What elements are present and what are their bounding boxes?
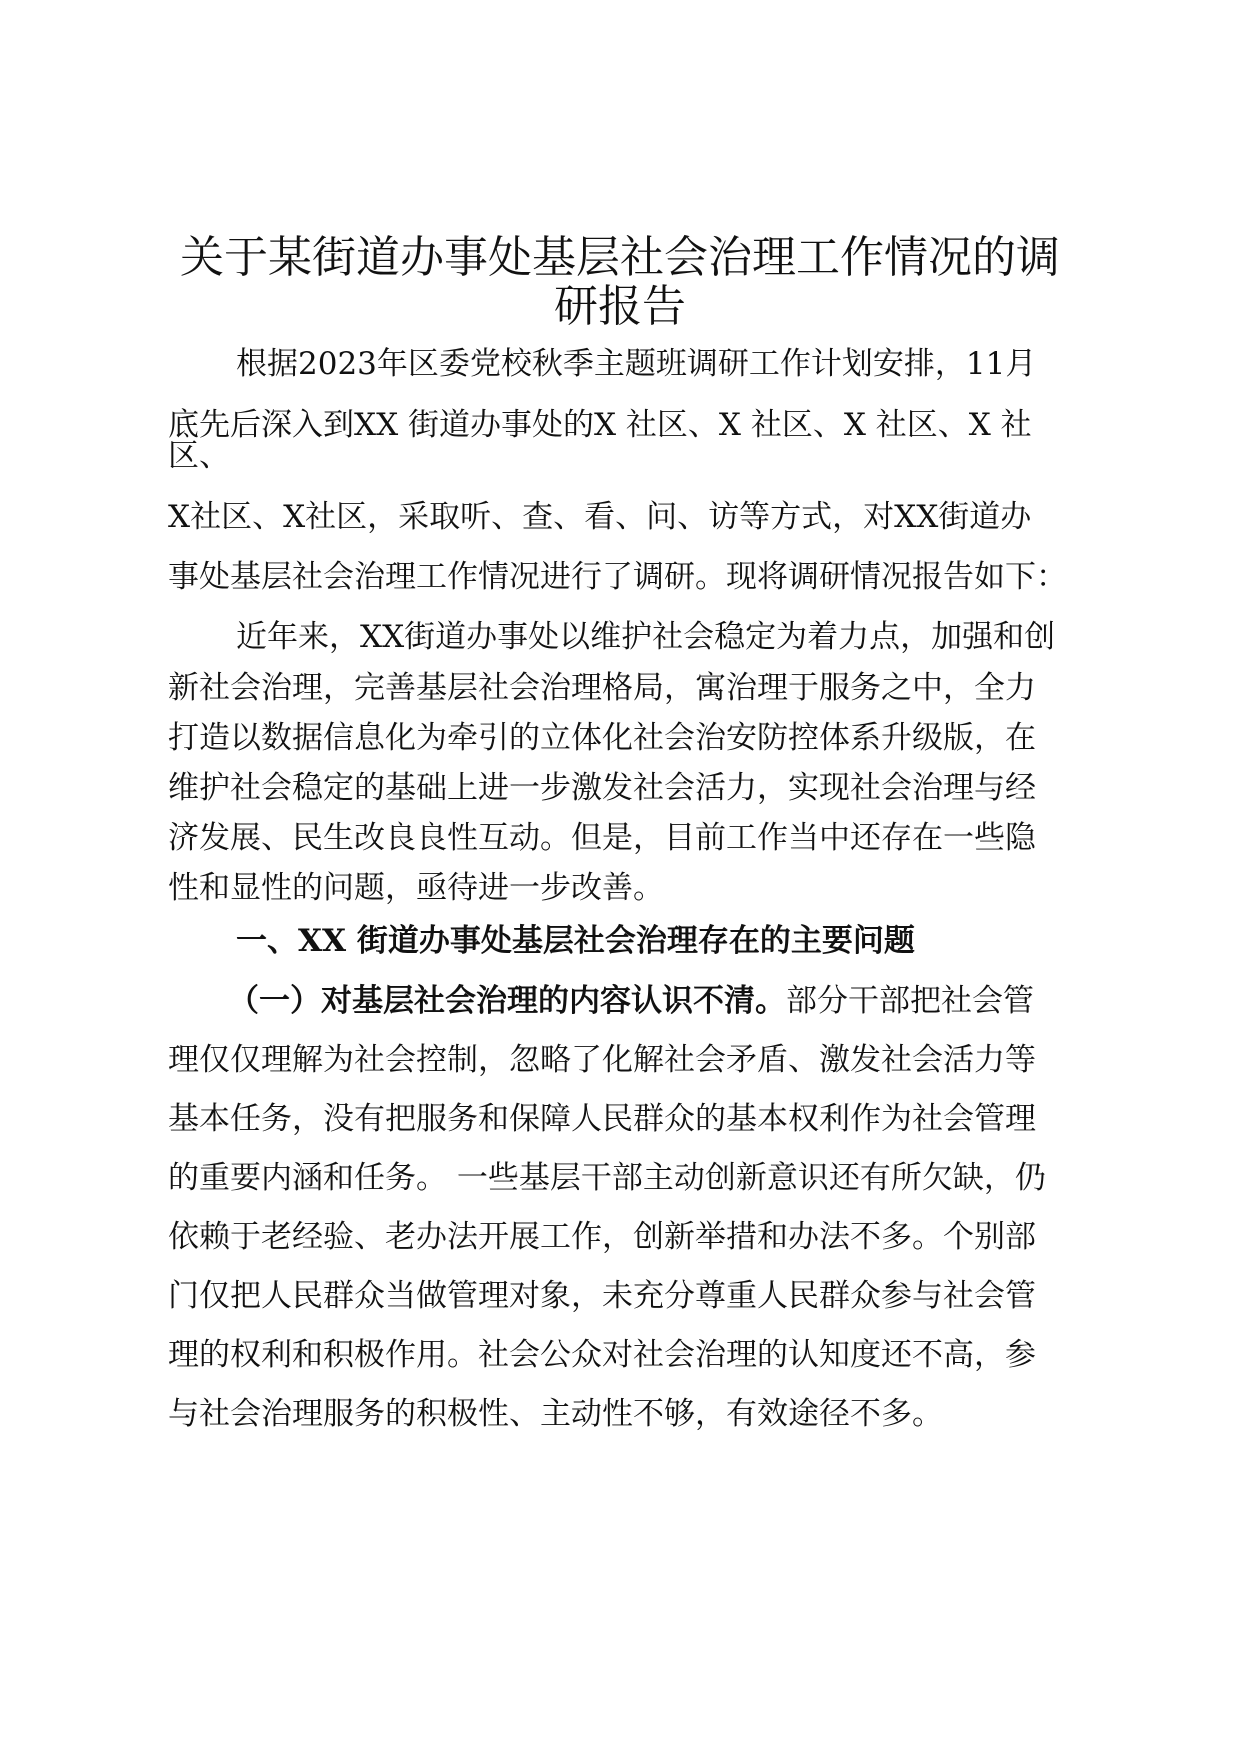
subsection-line-1-rest: 部分干部把社会管: [786, 983, 1034, 1019]
subsection-line-2: 理仅仅理解为社会控制，忽略了化解社会矛盾、激发社会活力等: [168, 1042, 1036, 1078]
intro-line-3: 区、: [168, 438, 230, 474]
section-heading: 一、XX 街道办事处基层社会治理存在的主要问题: [236, 923, 915, 959]
subsection-line-3: 基本任务，没有把服务和保障人民群众的基本权利作为社会管理: [168, 1101, 1036, 1137]
para2-line-6: 性和显性的问题，亟待进一步改善。: [168, 870, 664, 906]
para2-line-4: 维护社会稳定的基础上进一步激发社会活力，实现社会治理与经: [168, 770, 1036, 806]
document-title-line-2: 研报告: [554, 281, 686, 332]
para2-line-2: 新社会治理，完善基层社会治理格局，寓治理于服务之中，全力: [168, 670, 1036, 706]
subsection-line-7: 理的权利和积极作用。社会公众对社会治理的认知度还不高，参: [168, 1337, 1036, 1373]
para2-line-5: 济发展、民生改良良性互动。但是，目前工作当中还存在一些隐: [168, 820, 1036, 856]
para2-line-3: 打造以数据信息化为牵引的立体化社会治安防控体系升级版，在: [168, 720, 1036, 756]
subsection-line-8: 与社会治理服务的积极性、主动性不够，有效途径不多。: [168, 1396, 943, 1432]
subsection-line-5: 依赖于老经验、老办法开展工作，创新举措和办法不多。个别部: [168, 1219, 1036, 1255]
intro-line-4: X社区、X社区，采取听、查、看、问、访等方式，对XX街道办: [168, 499, 1032, 535]
subsection-line-4: 的重要内涵和任务。 一些基层干部主动创新意识还有所欠缺，仍: [168, 1160, 1046, 1196]
para2-line-1: 近年来，XX街道办事处以维护社会稳定为着力点，加强和创: [236, 619, 1056, 655]
intro-line-5: 事处基层社会治理工作情况进行了调研。现将调研情况报告如下：: [168, 559, 1067, 595]
subsection-heading: （一）对基层社会治理的内容认识不清。: [228, 983, 786, 1019]
intro-line-2: 底先后深入到XX 街道办事处的X 社区、X 社区、X 社区、X 社: [168, 407, 1032, 443]
subsection-line-1: [228, 981, 1034, 1021]
document-title-line-1: 关于某街道办事处基层社会治理工作情况的调: [180, 232, 1060, 283]
subsection-line-6: 门仅把人民群众当做管理对象，未充分尊重人民群众参与社会管: [168, 1278, 1036, 1314]
intro-line-1: 根据2023年区委党校秋季主题班调研工作计划安排，11月: [236, 346, 1037, 382]
